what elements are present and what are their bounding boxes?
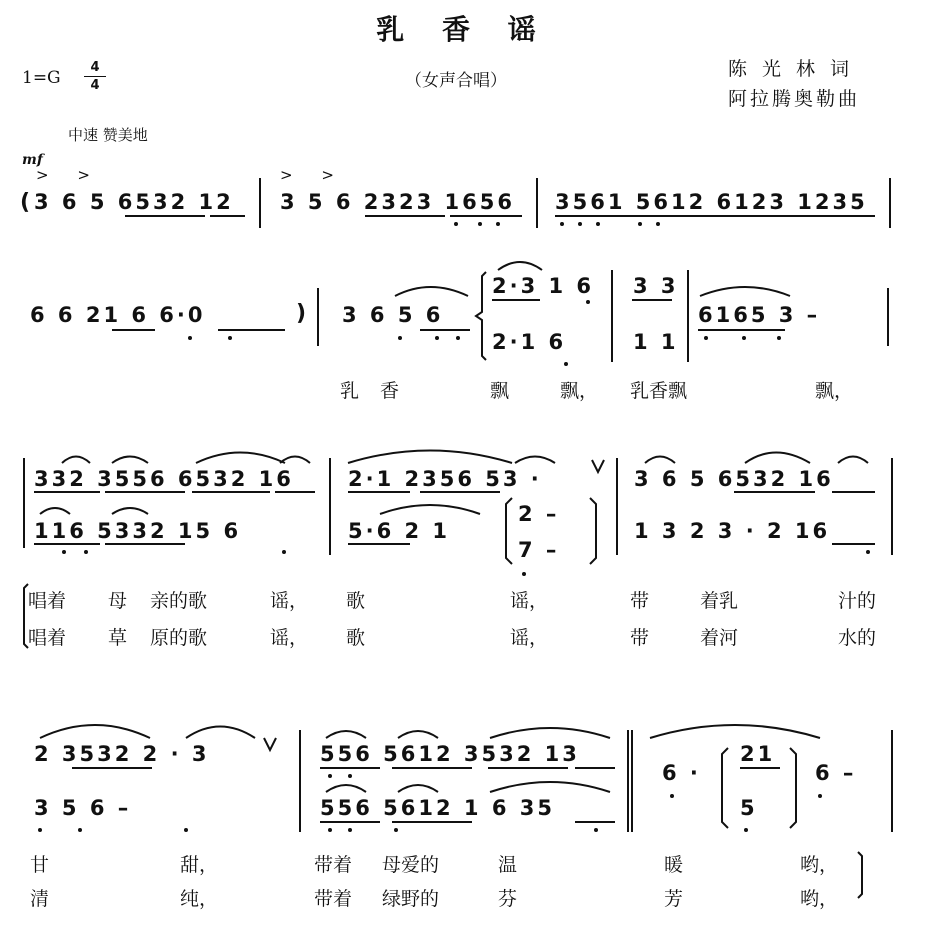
- verse-bracket: [858, 852, 862, 898]
- s2-lyric-4: 飘，: [560, 380, 599, 402]
- dot: [638, 222, 642, 226]
- slur: [186, 727, 255, 739]
- dot: [394, 828, 398, 832]
- dot: [704, 336, 708, 340]
- s4-lyric2-6: 芳: [664, 888, 684, 910]
- s4-lyric2-1: 清: [30, 888, 50, 910]
- dot: [38, 828, 42, 832]
- slur: [112, 508, 148, 514]
- slur: [490, 782, 610, 792]
- s3-measure-3-bottom: 1 3 2 3 · 2 16: [634, 519, 831, 543]
- slur: [326, 731, 366, 738]
- s2-measure-1: 6 6 21 6 6·0: [30, 303, 206, 327]
- accent-marks-2: > >: [280, 166, 346, 184]
- s2-measure-5: 6165 3 –: [698, 303, 821, 327]
- s4-measure-1-top: 2 3532 2 · 3: [34, 742, 210, 766]
- dot: [188, 336, 192, 340]
- s4-measure-3-right: 6 –: [815, 761, 857, 785]
- s1-measure-3: 3561 5612 6123 1235: [555, 190, 868, 214]
- slur: [838, 457, 868, 464]
- bracket: [790, 748, 796, 828]
- s4-measure-3-mid-bottom: 5: [740, 796, 758, 820]
- s3-measure-2-alt-top: 2 –: [518, 502, 560, 526]
- dot: [560, 222, 564, 226]
- dot: [454, 222, 458, 226]
- breath-mark: [592, 460, 604, 472]
- slur: [490, 728, 610, 738]
- dot: [744, 828, 748, 832]
- dot: [78, 828, 82, 832]
- s3-lyric2-9: 水的: [838, 627, 877, 649]
- s4-measure-3-mid-top: 21: [740, 742, 776, 766]
- s3-lyric1-6: 谣，: [510, 590, 549, 612]
- s3-lyric1-4: 谣，: [270, 590, 309, 612]
- time-denominator: 4: [90, 78, 100, 93]
- s4-measure-1-bottom: 3 5 6 –: [34, 796, 132, 820]
- s2-measure-2: 3 6 5 6: [342, 303, 444, 327]
- slur: [498, 262, 542, 270]
- slur: [398, 785, 438, 792]
- dot: [228, 336, 232, 340]
- s2-lyric-2: 香: [380, 380, 400, 402]
- dot: [578, 222, 582, 226]
- s2-lyric-3: 飘: [490, 380, 510, 402]
- s2-lyric-1: 乳: [340, 380, 360, 402]
- s2-lyric-6: 飘，: [815, 380, 854, 402]
- dot: [522, 572, 526, 576]
- s4-lyric1-2: 甜，: [180, 854, 219, 876]
- dot: [456, 336, 460, 340]
- s4-measure-3-left: 6 ·: [662, 761, 701, 785]
- s3-measure-1-top: 332 3556 6532 16: [34, 467, 294, 491]
- dot: [435, 336, 439, 340]
- dot: [348, 828, 352, 832]
- s3-measure-2-bottom: 5·6 2 1: [348, 519, 451, 543]
- dot: [866, 550, 870, 554]
- time-numerator: 4: [90, 60, 100, 75]
- s3-lyric1-2: 母: [108, 590, 128, 612]
- s4-measure-2-bottom: 556 5612 1 6 35: [320, 796, 555, 820]
- slur: [326, 785, 366, 792]
- slur: [700, 287, 790, 296]
- dot: [478, 222, 482, 226]
- s3-lyric2-4: 谣，: [270, 627, 309, 649]
- composer-credit: 阿拉腾奥勒曲: [728, 88, 861, 110]
- slur: [112, 457, 148, 464]
- s4-lyric1-1: 甘: [30, 854, 50, 876]
- s3-lyric2-6: 谣，: [510, 627, 549, 649]
- dot: [496, 222, 500, 226]
- subtitle: （女声合唱）: [405, 71, 507, 91]
- dot: [398, 336, 402, 340]
- slur: [395, 287, 468, 296]
- s4-lyric2-5: 芬: [498, 888, 518, 910]
- s3-measure-3-top: 3 6 5 6532 16: [634, 467, 834, 491]
- dot: [670, 794, 674, 798]
- s3-lyric1-8: 着乳: [700, 590, 739, 612]
- key-signature: 1=G: [22, 68, 61, 88]
- slur: [62, 457, 90, 464]
- s4-lyric2-7: 哟，: [800, 888, 839, 910]
- s4-lyric1-7: 哟，: [800, 854, 839, 876]
- dot: [777, 336, 781, 340]
- s4-lyric2-4: 绿野的: [382, 888, 440, 910]
- bracket: [506, 498, 512, 564]
- s4-lyric1-6: 暖: [664, 854, 684, 876]
- slur: [40, 508, 70, 514]
- open-parenthesis: (: [20, 190, 34, 215]
- s2-measure-4-bottom: 1 1: [633, 330, 679, 354]
- s3-lyric2-8: 着河: [700, 627, 739, 649]
- slur: [745, 453, 810, 464]
- lyricist-credit: 陈光林词: [728, 58, 865, 80]
- dot: [184, 828, 188, 832]
- s4-lyric1-5: 温: [498, 854, 518, 876]
- song-title: 乳 香 谣: [376, 13, 550, 46]
- bracket: [722, 748, 728, 828]
- dot: [586, 300, 590, 304]
- s3-lyric1-5: 歌: [346, 590, 366, 612]
- slur: [40, 725, 150, 738]
- s3-lyric2-1: 唱着: [28, 627, 67, 649]
- dot: [818, 794, 822, 798]
- close-parenthesis: ): [296, 301, 310, 326]
- brace: [476, 272, 486, 360]
- slur: [348, 451, 512, 464]
- s3-measure-2-alt-bottom: 7 –: [518, 538, 560, 562]
- verse-bracket: [24, 584, 28, 648]
- s3-lyric2-5: 歌: [346, 627, 366, 649]
- s3-measure-1-bottom: 116 5332 15 6: [34, 519, 242, 543]
- slur: [196, 453, 285, 464]
- breath-mark: [264, 738, 276, 750]
- s3-lyric1-1: 唱着: [28, 590, 67, 612]
- s1-measure-2: 3 5 6 2323 1656: [280, 190, 515, 214]
- s3-lyric2-2: 草: [108, 627, 128, 649]
- dot: [62, 550, 66, 554]
- dot: [742, 336, 746, 340]
- s3-measure-2-top: 2·1 2356 53 ·: [348, 467, 542, 491]
- dot: [328, 774, 332, 778]
- s3-lyric1-9: 汁的: [838, 590, 877, 612]
- s4-measure-2-top: 556 5612 3532 13: [320, 742, 580, 766]
- slur: [515, 457, 555, 464]
- s2-lyric-5: 乳香飘: [630, 380, 688, 402]
- slur: [650, 725, 820, 738]
- dot: [328, 828, 332, 832]
- bracket: [590, 498, 596, 564]
- s4-lyric1-3: 带着: [314, 854, 353, 876]
- dot: [84, 550, 88, 554]
- accent-marks-1: > >: [36, 166, 102, 184]
- s2-measure-3-top: 2·3 1 6: [492, 274, 595, 298]
- s2-measure-4-top: 3 3: [633, 274, 679, 298]
- tempo-marking: 中速 赞美地: [68, 126, 148, 144]
- s3-lyric1-7: 带: [630, 590, 650, 612]
- s4-lyric2-3: 带着: [314, 888, 353, 910]
- s1-measure-1: 3 6 5 6532 12: [34, 190, 234, 214]
- dynamic-marking: mf: [22, 152, 43, 168]
- dot: [596, 222, 600, 226]
- dot: [282, 550, 286, 554]
- s3-lyric2-3: 原的歌: [150, 627, 208, 649]
- slur: [380, 505, 480, 514]
- s4-lyric1-4: 母爱的: [382, 854, 440, 876]
- s3-lyric2-7: 带: [630, 627, 650, 649]
- dot: [594, 828, 598, 832]
- slur: [645, 457, 675, 464]
- dot: [656, 222, 660, 226]
- slur: [398, 731, 438, 738]
- dot: [348, 774, 352, 778]
- dot: [564, 362, 568, 366]
- s4-lyric2-2: 纯，: [180, 888, 219, 910]
- s2-measure-3-bottom: 2·1 6: [492, 330, 567, 354]
- s3-lyric1-3: 亲的歌: [150, 590, 208, 612]
